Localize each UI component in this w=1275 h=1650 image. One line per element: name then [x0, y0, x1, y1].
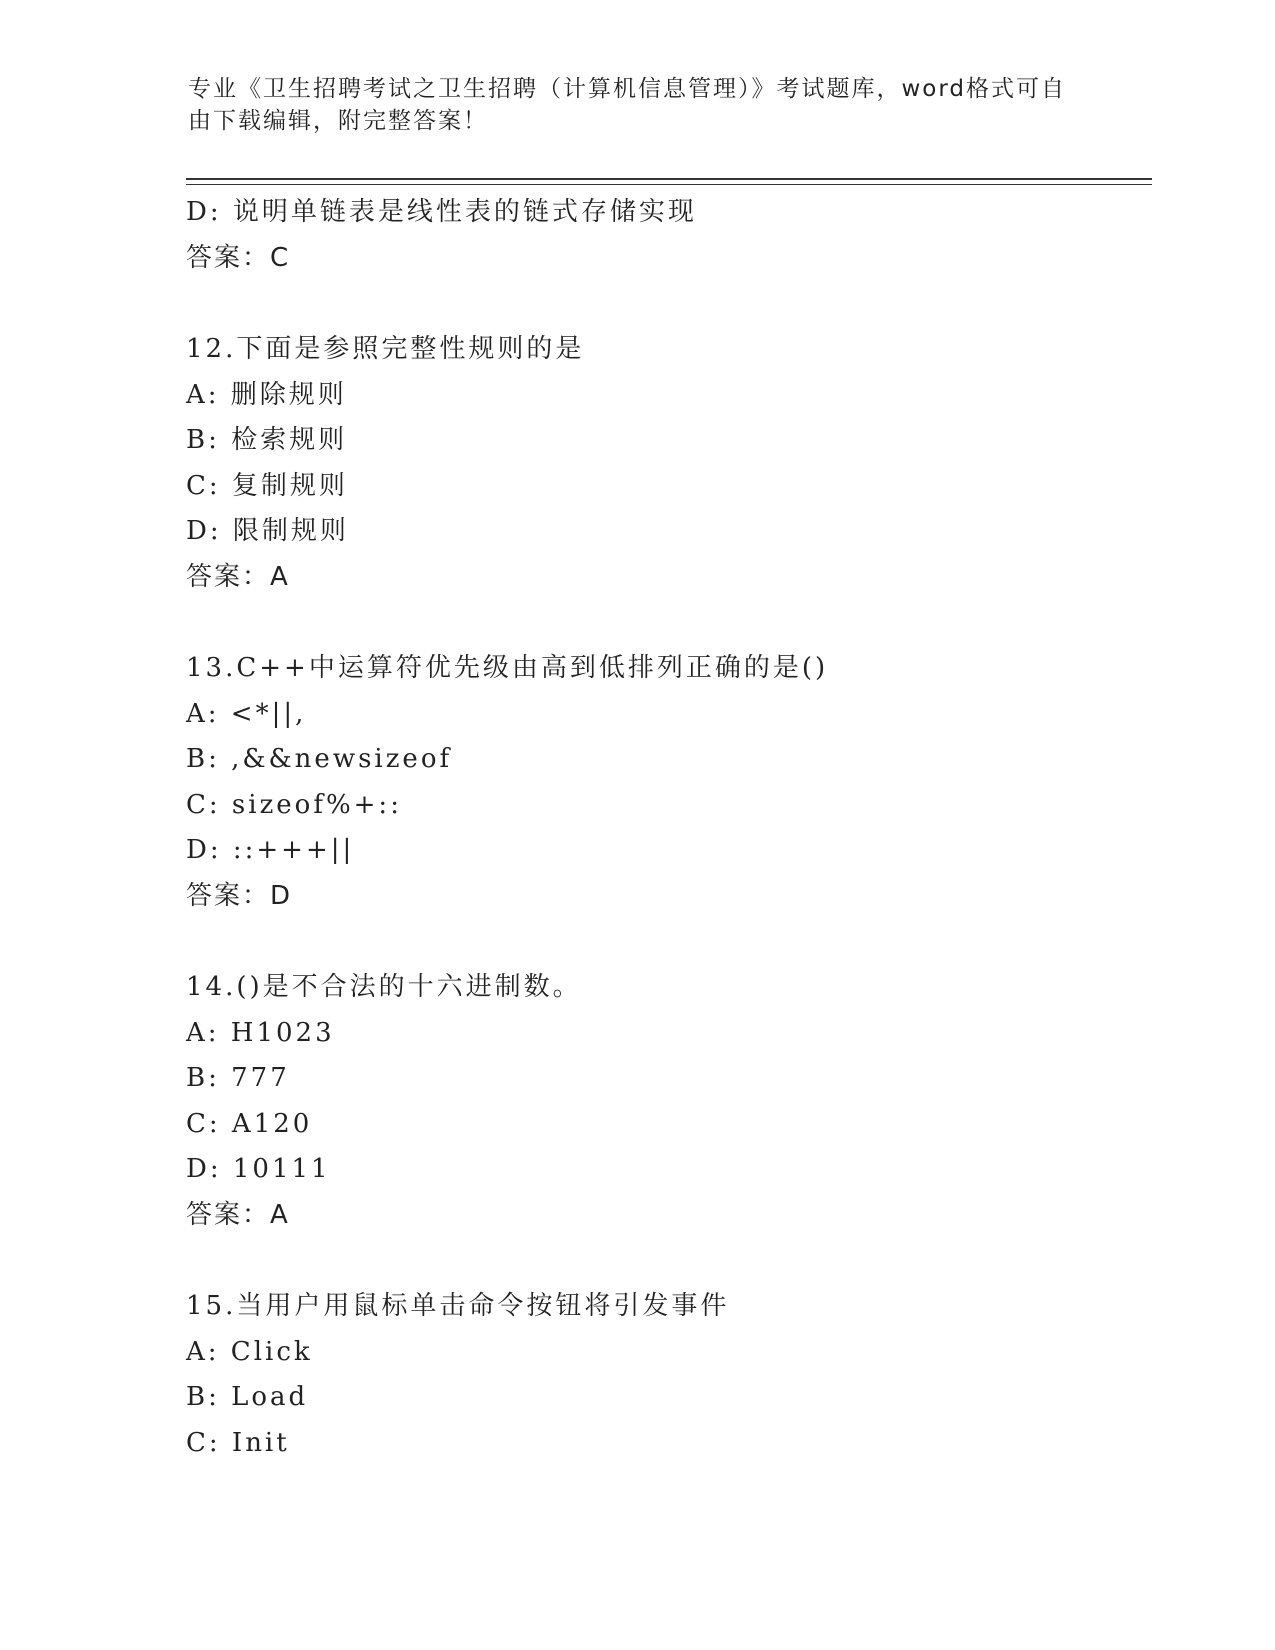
option-d: D: ::+++|| — [186, 835, 355, 865]
question-12 — [186, 327, 1146, 600]
option-a: A: 删除规则 — [186, 379, 347, 410]
document-header — [188, 73, 1068, 137]
answer-line: 答案：A — [186, 1199, 290, 1230]
header-divider-thin — [186, 184, 1152, 185]
previous-question-tail — [186, 190, 1146, 281]
option-c: C: sizeof%+:: — [186, 789, 402, 820]
spacer — [186, 1238, 1146, 1284]
question-14 — [186, 965, 1146, 1238]
option-b: B: ,&&newsizeof — [186, 744, 453, 774]
answer-line: 答案：A — [186, 561, 290, 592]
option-d: D: 10111 — [186, 1154, 331, 1184]
option-d: D: 说明单链表是线性表的链式存储实现 — [186, 197, 697, 227]
question-15 — [186, 1284, 1146, 1466]
option-c: C: 复制规则 — [186, 470, 348, 501]
question-stem: 14.()是不合法的十六进制数。 — [186, 972, 582, 1002]
question-stem: 12.下面是参照完整性规则的是 — [186, 334, 585, 364]
header-line-1: 专业《卫生招聘考试之卫生招聘（计算机信息管理）》考试题库，word格式可自 — [188, 76, 1067, 102]
question-13 — [186, 646, 1146, 919]
option-b: B: Load — [186, 1382, 309, 1412]
option-d: D: 限制规则 — [186, 516, 349, 546]
option-c: C: A120 — [186, 1108, 313, 1139]
spacer — [186, 281, 1146, 327]
header-divider-thick — [186, 178, 1152, 180]
question-list — [186, 190, 1146, 1466]
question-stem: 15.当用户用鼠标单击命令按钮将引发事件 — [186, 1291, 730, 1321]
option-b: B: 检索规则 — [186, 425, 348, 455]
spacer — [186, 919, 1146, 965]
header-line-2: 由下载编辑，附完整答案！ — [188, 108, 488, 134]
option-a: A: Click — [186, 1336, 313, 1367]
option-a: A: <*||, — [186, 698, 307, 729]
answer-line: 答案：C — [186, 242, 291, 273]
question-stem: 13.C++中运算符优先级由高到低排列正确的是() — [186, 653, 829, 683]
spacer — [186, 600, 1146, 646]
option-c: C: Init — [186, 1427, 290, 1458]
answer-line: 答案：D — [186, 880, 293, 911]
option-a: A: H1023 — [186, 1017, 335, 1048]
option-b: B: 777 — [186, 1063, 290, 1093]
